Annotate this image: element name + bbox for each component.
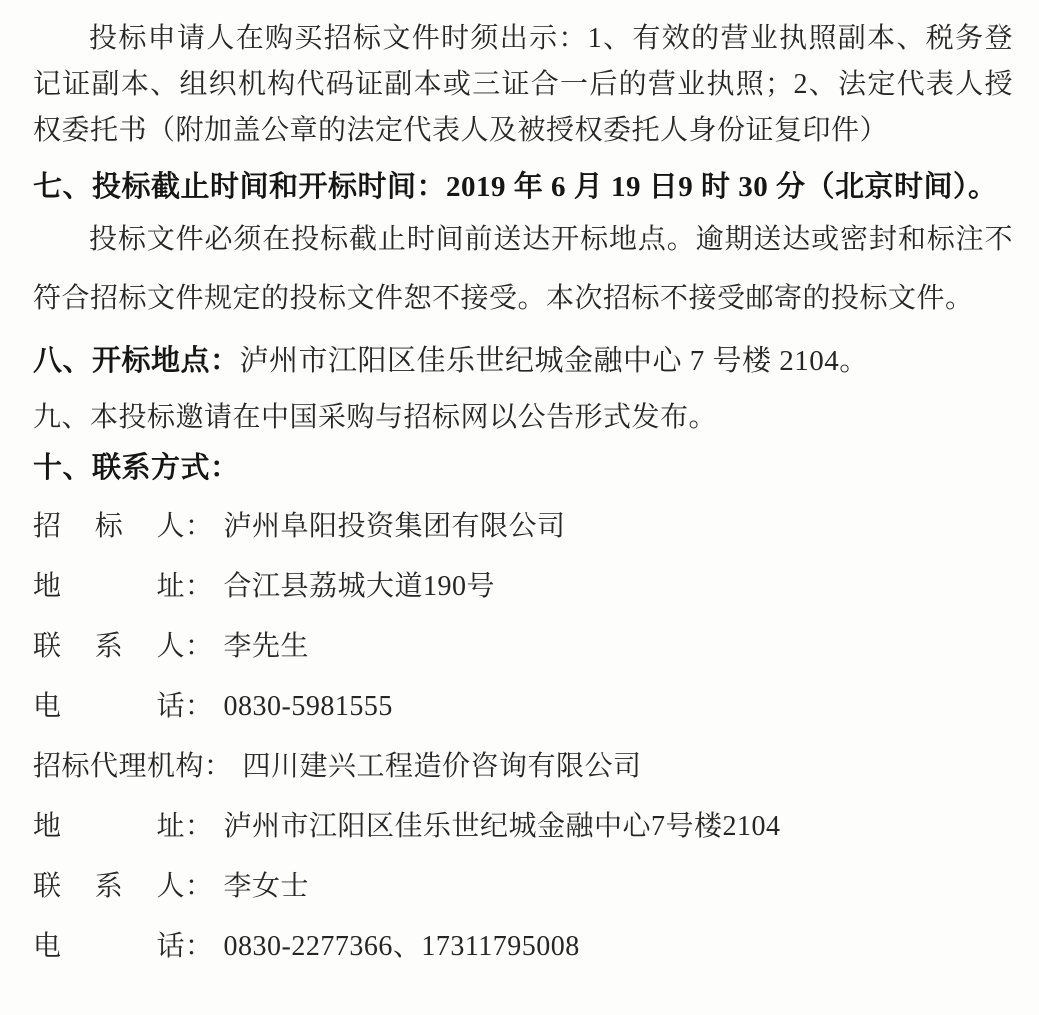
contact-row-tenderer-person <box>33 632 1013 662</box>
contact-colon: ： <box>204 751 233 782</box>
contact-row-agency <box>33 752 1013 782</box>
contact-row-agency-person <box>33 872 1013 902</box>
section7-heading: 七、投标截止时间和开标时间： <box>33 171 447 203</box>
contact-label: 招标代理机构 <box>33 751 205 782</box>
section9-line: 九、本投标邀请在中国采购与招标网以公告形式发布。 <box>33 402 718 433</box>
contact-row-tenderer <box>33 512 1013 542</box>
section8-line <box>33 342 1013 380</box>
contact-value: 李女士 <box>223 871 310 902</box>
intro-paragraph: 投标申请人在购买招标文件时须出示：1、有效的营业执照副本、税务登记证副本、组织机构代码证副本或三证合一后的营业执照；2、法定代表人授权委托书（附加盖公章的法定代表人及被授权委托人身份证复印件） <box>33 23 1013 146</box>
contact-value: 李先生 <box>223 631 310 662</box>
contact-value: 0830-2277366、17311795008 <box>223 931 580 962</box>
contact-row-tenderer-phone <box>33 692 1013 722</box>
contact-label: 地址 <box>33 811 185 842</box>
delivery-paragraph: 投标文件必须在投标截止时间前送达开标地点。逾期送达或密封和标注不符合招标文件规定的投标文件恕不接受。本次招标不接受邮寄的投标文件。 <box>33 224 1013 314</box>
section10-heading: 十、联系方式： <box>33 452 240 484</box>
contact-label: 电话 <box>33 691 185 722</box>
contact-colon: ： <box>185 931 214 962</box>
contact-colon: ： <box>185 571 214 602</box>
contact-row-agency-phone <box>33 932 1013 962</box>
section7-line <box>33 168 1013 206</box>
contact-colon: ： <box>185 871 214 902</box>
contact-label: 地址 <box>33 571 185 602</box>
contact-row-tenderer-address <box>33 572 1013 602</box>
contact-value: 四川建兴工程造价咨询有限公司 <box>242 751 642 782</box>
contact-colon: ： <box>185 691 214 722</box>
contact-value: 泸州阜阳投资集团有限公司 <box>223 511 566 542</box>
section7-value: 2019 年 6 月 19 日9 时 30 分（北京时间）。 <box>446 171 998 203</box>
contact-label: 招标人 <box>33 511 185 542</box>
contact-value: 泸州市江阳区佳乐世纪城金融中心7号楼2104 <box>223 811 781 842</box>
contact-label: 电话 <box>33 931 185 962</box>
contact-colon: ： <box>185 631 214 662</box>
contact-list <box>33 512 1013 962</box>
contact-label: 联系人 <box>33 631 185 662</box>
contact-label: 联系人 <box>33 871 185 902</box>
section8-value: 泸州市江阳区佳乐世纪城金融中心 7 号楼 2104。 <box>239 345 869 377</box>
contact-value: 合江县荔城大道190号 <box>223 571 496 602</box>
section8-heading: 八、开标地点： <box>33 345 240 377</box>
contact-colon: ： <box>185 511 214 542</box>
contact-value: 0830-5981555 <box>223 691 393 722</box>
contact-colon: ： <box>185 811 214 842</box>
contact-row-agency-address <box>33 812 1013 842</box>
